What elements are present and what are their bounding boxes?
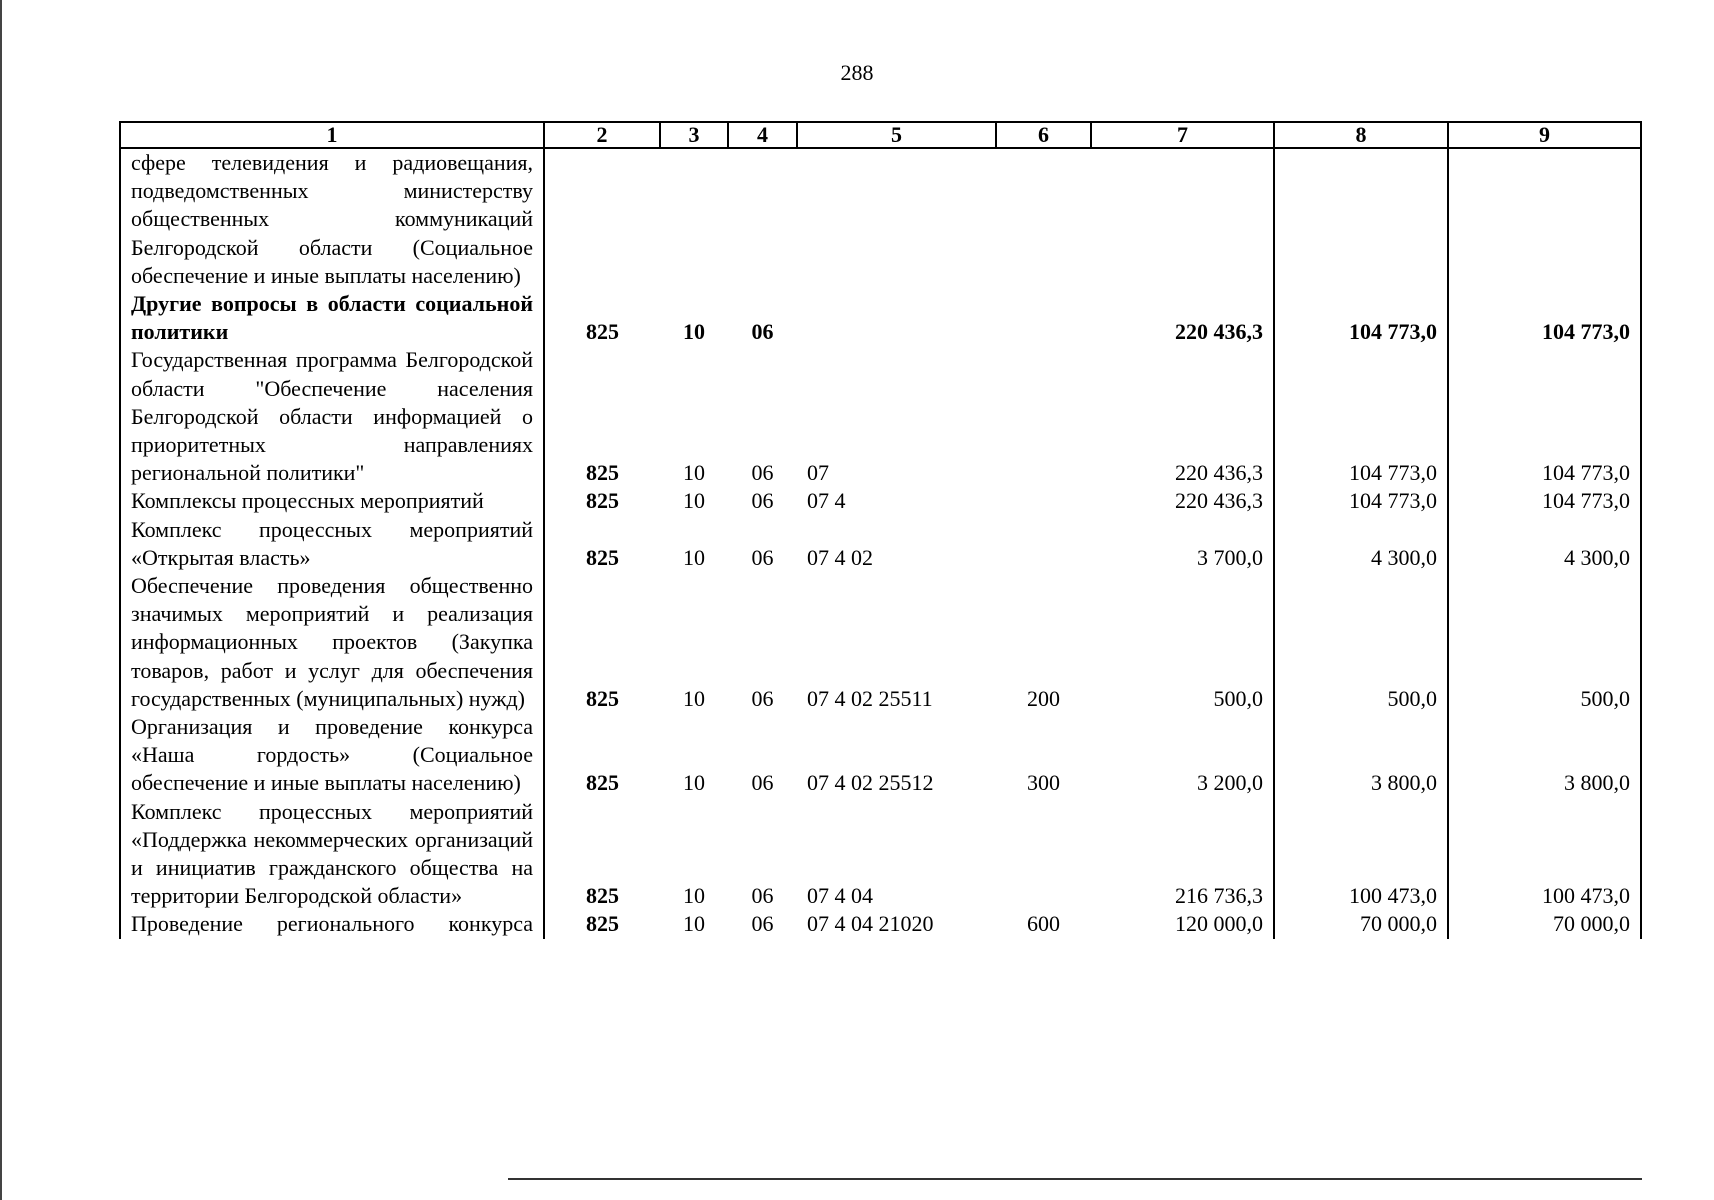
row-expense-type: [996, 346, 1091, 487]
row-name: Государственная программа Белгородской области "Обеспечение населения Белгородской области информацией о приоритетных направлениях региональной политики": [120, 346, 544, 487]
row-ministry: 825: [586, 685, 619, 711]
row-amount-3: 104 773,0: [1448, 346, 1641, 487]
row-ministry: [544, 148, 660, 290]
table-row: [120, 713, 1641, 798]
row-expense-type: 200: [1027, 685, 1060, 711]
row-ministry: 825: [586, 488, 619, 514]
header-col-9: 9: [1448, 122, 1641, 148]
row-section: 10: [683, 685, 705, 711]
row-amount-2: 104 773,0: [1274, 346, 1448, 487]
row-ministry: 825: [586, 544, 619, 570]
row-amount-1: 220 436,3: [1175, 460, 1263, 486]
row-expense-type: 300: [1027, 770, 1060, 796]
table-row: [120, 487, 1641, 515]
row-name: Комплекс процессных мероприятий «Открытая власть»: [120, 516, 544, 572]
scan-left-edge: [0, 0, 2, 1200]
row-amount-1: 120 000,0: [1175, 911, 1263, 937]
row-amount-3: 100 473,0: [1448, 798, 1641, 911]
row-section: 10: [683, 544, 705, 570]
row-ministry: 825: [586, 883, 619, 909]
row-amount-3: 3 800,0: [1448, 713, 1641, 798]
row-target-article: [797, 148, 996, 290]
row-expense-type: [996, 148, 1091, 290]
row-name: Обеспечение проведения общественно значимых мероприятий и реализация информационных проектов (Закупка товаров, работ и услуг для обеспечения государственных (муниципальных) нужд): [120, 572, 544, 713]
row-section: 10: [683, 911, 705, 937]
row-amount-2: 100 473,0: [1274, 798, 1448, 911]
row-subsection: 06: [751, 770, 774, 796]
table-row: [120, 290, 1641, 346]
row-amount-2: [1274, 148, 1448, 290]
row-amount-2: 104 773,0: [1274, 290, 1448, 346]
page-number: 288: [840, 60, 874, 85]
row-expense-type: [996, 487, 1091, 515]
row-amount-3: [1448, 148, 1641, 290]
row-target-article: [797, 290, 996, 346]
row-subsection: 06: [751, 544, 774, 570]
row-subsection: 06: [751, 488, 774, 514]
row-amount-1: 216 736,3: [1175, 883, 1263, 909]
row-amount-3: 500,0: [1448, 572, 1641, 713]
row-target-article: 07 4 04 21020: [807, 911, 934, 937]
row-name: Проведение регионального конкурса: [120, 910, 544, 938]
row-expense-type: [996, 516, 1091, 572]
row-amount-2: 104 773,0: [1274, 487, 1448, 515]
row-name: Другие вопросы в области социальной политики: [120, 290, 544, 346]
row-subsection: 06: [751, 319, 774, 345]
row-section: 10: [683, 460, 705, 486]
row-amount-1: 3 700,0: [1197, 544, 1263, 570]
header-col-7: 7: [1091, 122, 1274, 148]
row-name: сфере телевидения и радиовещания, подведомственных министерству общественных коммуникаций Белгородской области (Социальное обеспечение и иные выплаты населению): [120, 148, 544, 290]
row-name: Комплексы процессных мероприятий: [120, 487, 544, 515]
row-name: Организация и проведение конкурса «Наша гордость» (Социальное обеспечение и иные выплаты населению): [120, 713, 544, 798]
row-expense-type: [996, 798, 1091, 911]
row-amount-3: 4 300,0: [1448, 516, 1641, 572]
row-subsection: [728, 148, 797, 290]
row-amount-1: 220 436,3: [1175, 319, 1263, 345]
row-target-article: 07 4 02 25511: [807, 685, 933, 711]
header-col-1: 1: [120, 122, 544, 148]
row-target-article: 07 4: [807, 488, 846, 514]
row-amount-1: [1091, 148, 1274, 290]
header-col-2: 2: [544, 122, 660, 148]
row-amount-3: 70 000,0: [1448, 910, 1641, 938]
row-section: 10: [683, 488, 705, 514]
table-row: [120, 516, 1641, 572]
row-ministry: 825: [586, 911, 619, 937]
header-col-3: 3: [660, 122, 728, 148]
header-row: [120, 122, 1641, 148]
row-amount-2: 500,0: [1274, 572, 1448, 713]
row-subsection: 06: [751, 685, 774, 711]
row-target-article: 07: [807, 460, 829, 486]
row-amount-1: 3 200,0: [1197, 770, 1263, 796]
row-section: 10: [683, 883, 705, 909]
row-amount-1: 500,0: [1213, 685, 1263, 711]
header-col-5: 5: [797, 122, 996, 148]
row-amount-2: 4 300,0: [1274, 516, 1448, 572]
header-col-4: 4: [728, 122, 797, 148]
budget-table: [119, 121, 1642, 939]
table-row: [120, 572, 1641, 713]
row-amount-3: 104 773,0: [1448, 487, 1641, 515]
row-amount-3: 104 773,0: [1448, 290, 1641, 346]
row-section: [660, 148, 728, 290]
table-row: [120, 148, 1641, 290]
row-subsection: 06: [751, 460, 774, 486]
header-col-6: 6: [996, 122, 1091, 148]
row-expense-type: [996, 290, 1091, 346]
row-ministry: 825: [586, 460, 619, 486]
row-section: 10: [683, 770, 705, 796]
table-row: [120, 910, 1641, 938]
table-row: [120, 798, 1641, 911]
row-subsection: 06: [751, 883, 774, 909]
row-expense-type: 600: [1027, 911, 1060, 937]
row-ministry: 825: [586, 319, 619, 345]
row-name: Комплекс процессных мероприятий «Поддержка некоммерческих организаций и инициатив гражданского общества на территории Белгородской области»: [120, 798, 544, 911]
table-row: [120, 346, 1641, 487]
row-target-article: 07 4 04: [807, 883, 873, 909]
row-target-article: 07 4 02 25512: [807, 770, 934, 796]
row-subsection: 06: [751, 911, 774, 937]
row-amount-2: 70 000,0: [1274, 910, 1448, 938]
row-section: 10: [683, 319, 705, 345]
footer-divider: [508, 1178, 1642, 1180]
row-amount-1: 220 436,3: [1175, 488, 1263, 514]
row-target-article: 07 4 02: [807, 544, 873, 570]
header-col-8: 8: [1274, 122, 1448, 148]
row-amount-2: 3 800,0: [1274, 713, 1448, 798]
row-ministry: 825: [586, 770, 619, 796]
